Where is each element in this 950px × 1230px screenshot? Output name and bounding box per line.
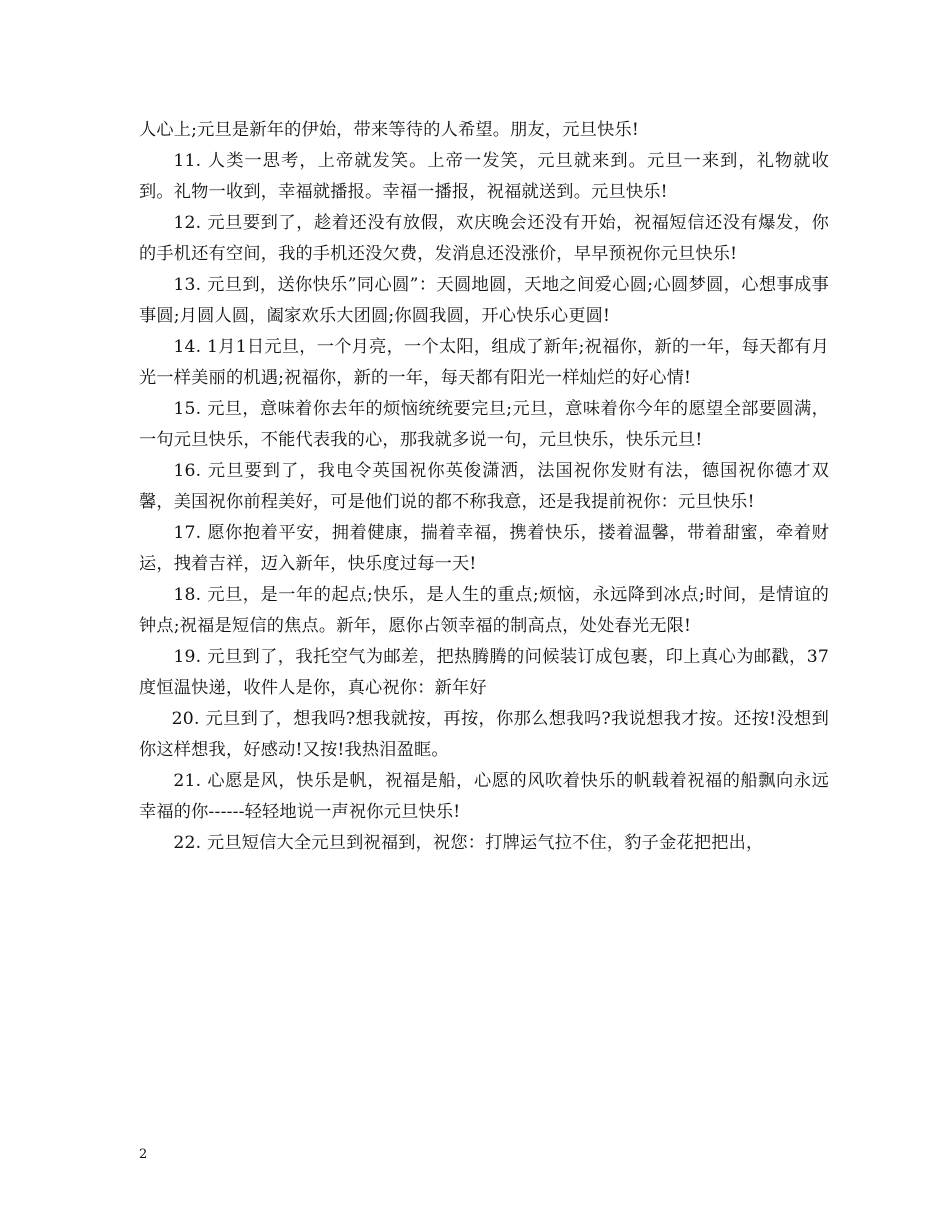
document-body — [139, 115, 829, 859]
paragraph-22: 22. 元旦短信大全元旦到祝福到，祝您：打牌运气拉不住，豹子金花把把出， — [173, 833, 764, 853]
paragraph-14: 14. 1月1日元旦，一个月亮，一个太阳，组成了新年;祝福你，新的一年，每天都有月光一样美丽的机遇;祝福你，新的一年，每天都有阳光一样灿烂的好心情! — [139, 337, 829, 388]
paragraph-continuation: 人心上;元旦是新年的伊始，带来等待的人希望。朋友，元旦快乐! — [139, 120, 639, 140]
paragraph-18: 18. 元旦，是一年的起点;快乐，是人生的重点;烦恼，永远降到冰点;时间，是情谊的钟点;祝福是短信的焦点。新年，愿你占领幸福的制高点，处处春光无限! — [139, 585, 829, 636]
paragraph-21: 21. 心愿是风，快乐是帆，祝福是船，心愿的风吹着快乐的帆载着祝福的船飘向永远幸福的你------轻轻地说一声祝你元旦快乐! — [139, 771, 829, 822]
paragraph-17: 17. 愿你抱着平安，拥着健康，揣着幸福，携着快乐，搂着温馨，带着甜蜜，牵着财运，拽着吉祥，迈入新年，快乐度过每一天! — [139, 523, 829, 574]
paragraph-15: 15. 元旦，意味着你去年的烦恼统统要完旦;元旦，意味着你今年的愿望全部要圆满，一句元旦快乐，不能代表我的心，那我就多说一句，元旦快乐，快乐元旦! — [139, 399, 829, 450]
paragraph-16: 16. 元旦要到了，我电令英国祝你英俊潇洒，法国祝你发财有法，德国祝你德才双馨，美国祝你前程美好，可是他们说的都不称我意，还是我提前祝你：元旦快乐! — [139, 461, 829, 512]
page-number: 2 — [139, 1147, 148, 1162]
paragraph-13: 13. 元旦到，送你快乐”同心圆”：天圆地圆，天地之间爱心圆;心圆梦圆，心想事成事事圆;月圆人圆，阖家欢乐大团圆;你圆我圆，开心快乐心更圆! — [139, 275, 829, 326]
paragraph-11: 11. 人类一思考，上帝就发笑。上帝一发笑，元旦就来到。元旦一来到，礼物就收到。礼物一收到，幸福就播报。幸福一播报，祝福就送到。元旦快乐! — [139, 151, 829, 202]
paragraph-12: 12. 元旦要到了，趁着还没有放假，欢庆晚会还没有开始，祝福短信还没有爆发，你的手机还有空间，我的手机还没欠费，发消息还没涨价，早早预祝你元旦快乐! — [139, 213, 829, 264]
paragraph-20: 20. 元旦到了，想我吗?想我就按，再按，你那么想我吗?我说想我才按。还按!没想到你这样想我，好感动!又按!我热泪盈眶。 — [139, 709, 829, 760]
paragraph-19: 19. 元旦到了，我托空气为邮差，把热腾腾的问候装订成包裹，印上真心为邮戳，37度恒温快递，收件人是你，真心祝你：新年好 — [139, 647, 829, 698]
